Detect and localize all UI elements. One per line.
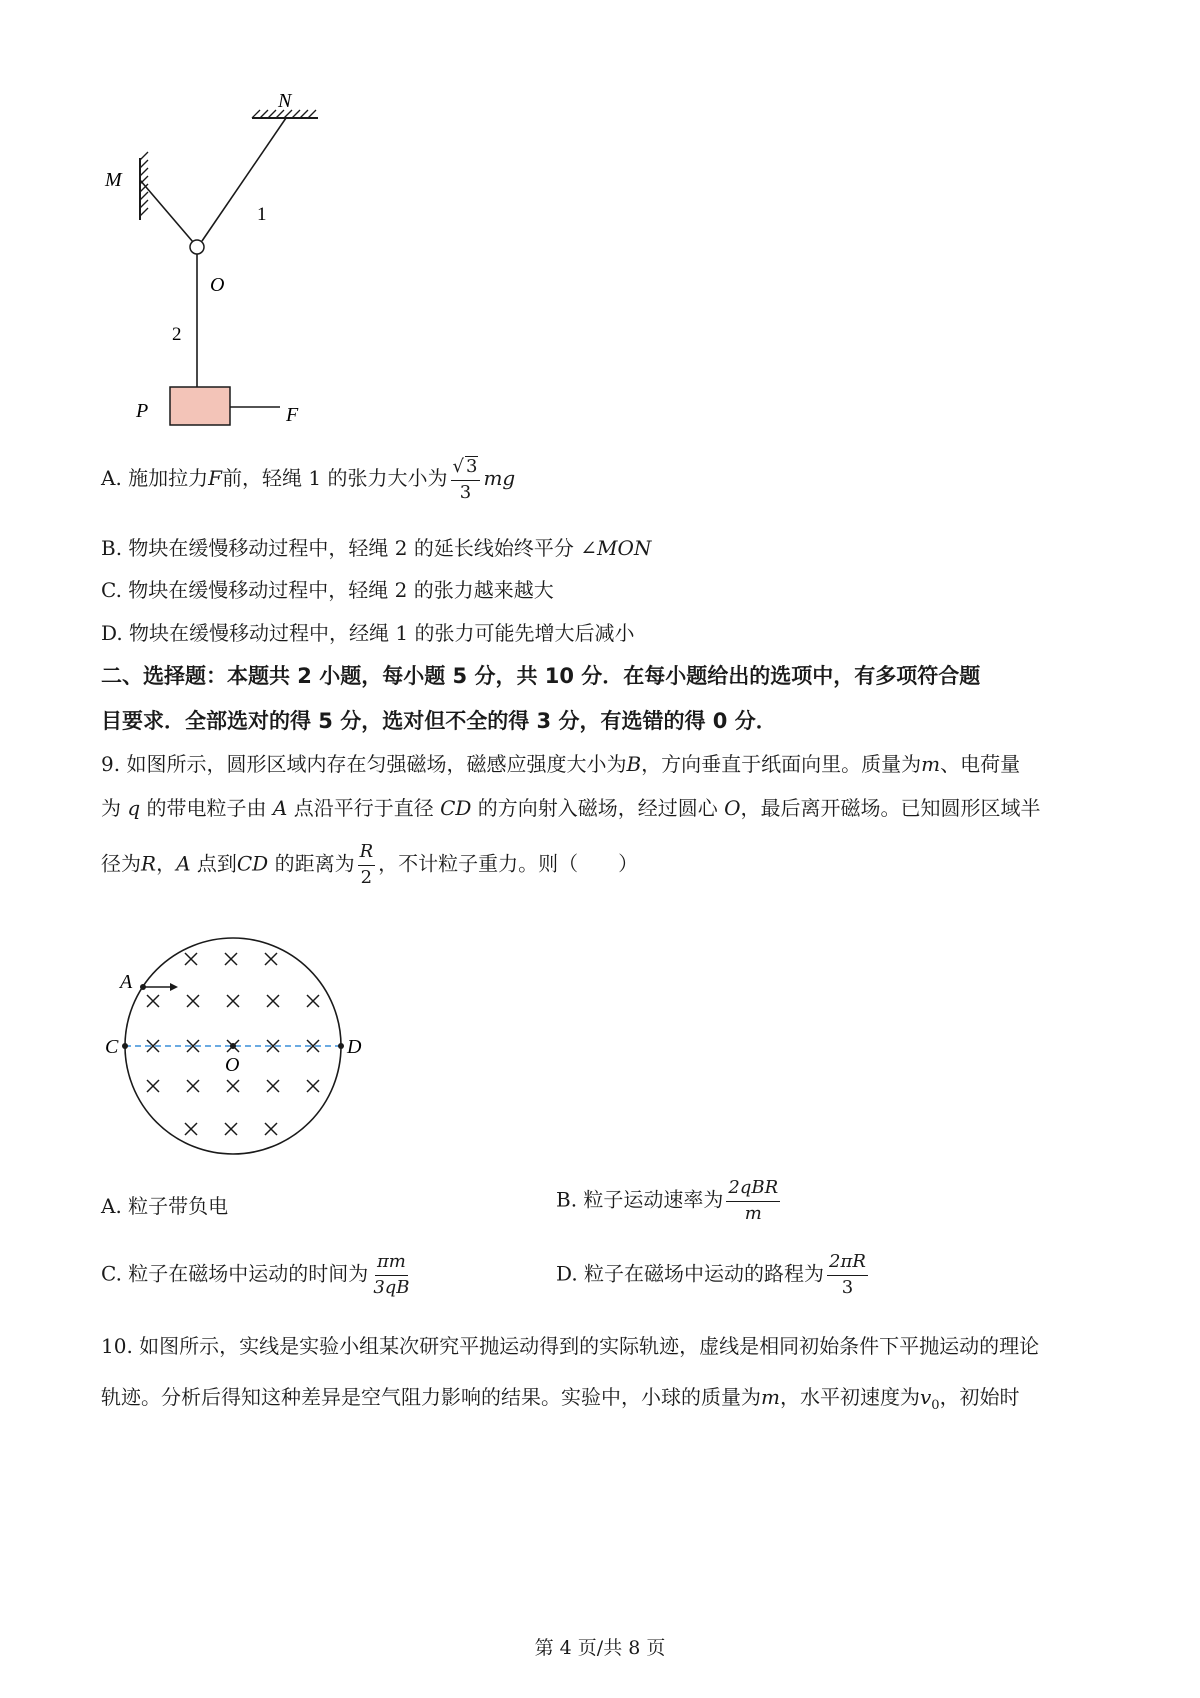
q9-option-c: C. 粒子在磁场中运动的时间为 $\frac{\pi m}{3qB}$	[101, 1251, 410, 1298]
point-c	[122, 1043, 128, 1049]
ring-o	[190, 240, 204, 254]
label-o: O	[210, 274, 225, 296]
rope-diagram	[100, 80, 360, 440]
label-c: C	[105, 1036, 119, 1058]
frac-sqrt3-over-3: $\frac{√ 3}{3}$	[451, 456, 481, 503]
q10-line1: 10. 如图所示，实线是实验小组某次研究平抛运动得到的实际轨迹，虚线是相同初始条件下平抛运动的理论	[101, 1334, 1040, 1358]
q8-option-b: B. 物块在缓慢移动过程中，轻绳 2 的延长线始终平分 ∠MON	[101, 536, 652, 560]
section2-line2: 目要求．全部选对的得 5 分，选对但不全的得 3 分，有选错的得 0 分．	[101, 709, 777, 733]
label-a: A	[120, 971, 133, 993]
rope-1	[202, 118, 286, 241]
section2-line1: 二、选择题：本题共 2 小题，每小题 5 分，共 10 分．在每小题给出的选项中，有多项符合题	[101, 664, 981, 688]
q8-option-d: D. 物块在缓慢移动过程中，经绳 1 的张力可能先增大后减小	[101, 621, 635, 645]
label-f: F	[286, 404, 299, 426]
label-rope2: 2	[172, 324, 182, 345]
label-p: P	[136, 400, 149, 422]
q8-option-a: A. 施加拉力F前，轻绳 1 的张力大小为 $\frac{√ 3}{3}$ mg	[101, 456, 516, 503]
q9-line1: 9. 如图所示，圆形区域内存在匀强磁场，磁感应强度大小为B，方向垂直于纸面向里。质量为m、电荷量	[101, 752, 1021, 776]
page-footer: 第 4 页/共 8 页	[534, 1637, 666, 1659]
q8-option-c: C. 物块在缓慢移动过程中，轻绳 2 的张力越来越大	[101, 578, 554, 602]
label-rope1: 1	[257, 204, 267, 225]
label-o: O	[225, 1054, 240, 1076]
block-p	[170, 387, 230, 425]
q9-option-d: D. 粒子在磁场中运动的路程为 $\frac{2\pi R}{3}$	[556, 1251, 866, 1298]
q9-line3: 径为R，A 点到CD 的距离为 $\frac{R}{2}$ ，不计粒子重力。则（ ）	[101, 841, 639, 888]
label-d: D	[347, 1036, 362, 1058]
frac-2qbr-over-m: $\frac{\text{2qBR}}{m}$	[728, 1177, 779, 1224]
magnetic-field-diagram	[100, 925, 380, 1170]
frac-pim-over-3qb: $\frac{\pi m}{3qB}$	[373, 1251, 410, 1298]
point-d	[338, 1043, 344, 1049]
frac-r-over-2: $\frac{R}{2}$	[359, 841, 374, 888]
q10-line2: 轨迹。分析后得知这种差异是空气阻力影响的结果。实验中，小球的质量为m，水平初速度为$v_0$，初始时	[101, 1385, 1020, 1413]
q9-option-a: A. 粒子带负电	[101, 1194, 229, 1218]
rope-om	[140, 180, 193, 242]
q9-line2: 为 q 的带电粒子由 A 点沿平行于直径 CD 的方向射入磁场，经过圆心 O，最后离开磁场。已知圆形区域半	[101, 796, 1041, 820]
point-o	[230, 1043, 236, 1049]
label-m: M	[105, 169, 122, 191]
label-n: N	[278, 90, 292, 112]
q9-option-b: B. 粒子运动速率为 $\frac{\text{2qBR}}{m}$	[556, 1177, 779, 1224]
frac-2pir-over-3: $\frac{2\pi R}{3}$	[829, 1251, 866, 1298]
